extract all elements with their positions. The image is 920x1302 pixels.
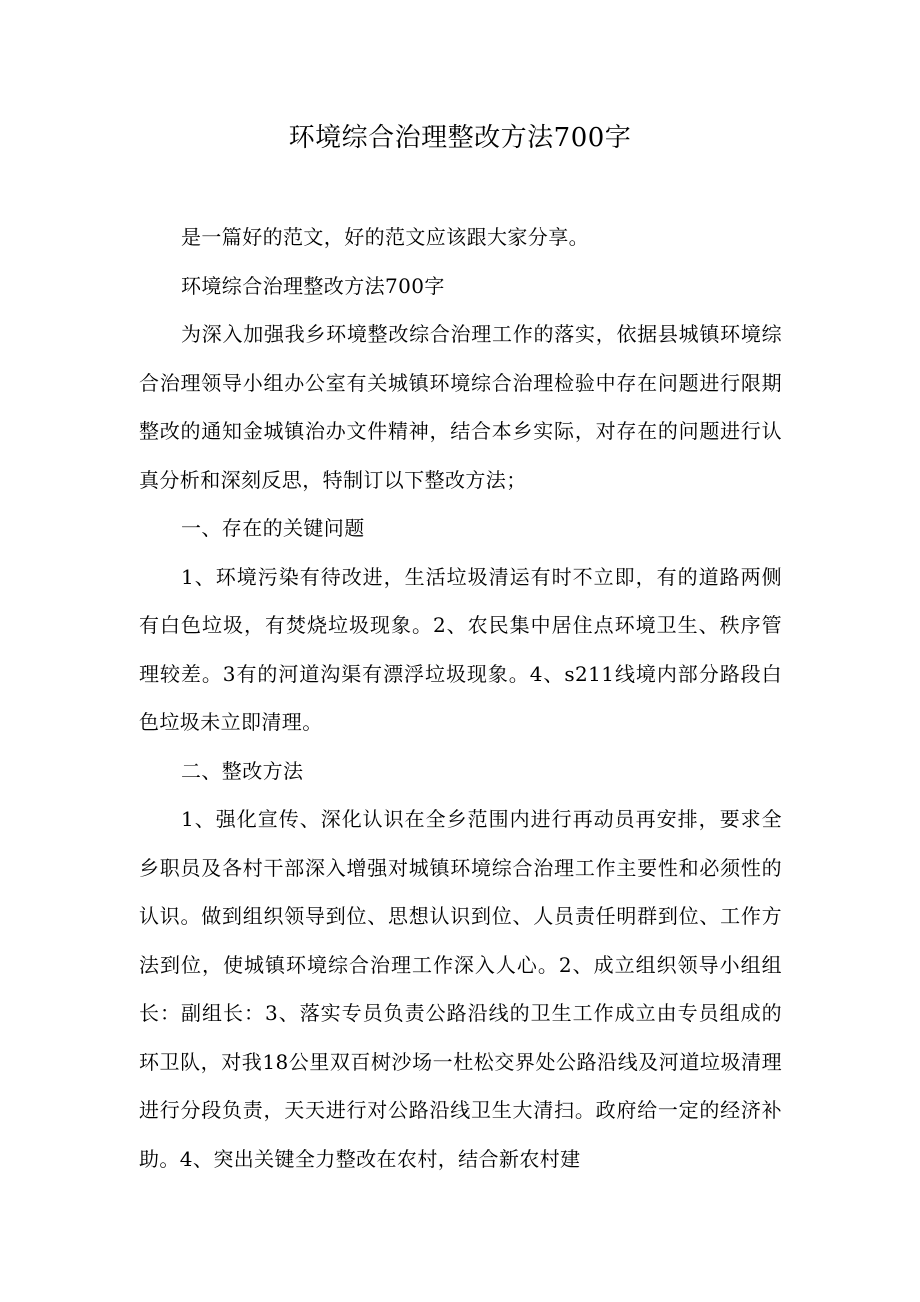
section-heading-problems: 一、存在的关键问题 — [181, 516, 365, 540]
problems-paragraph: 1、环境污染有待改进，生活垃圾清运有时不立即，有的道路两侧有白色垃圾，有焚烧垃圾现象。2、农民集中居住点环境卫生、秩序管理较差。3有的河道沟渠有漂浮垃圾现象。4、s211线境内部分路段白色垃圾未立即清理。 — [139, 564, 782, 734]
document-title: 环境综合治理整改方法700字 — [288, 123, 632, 153]
purpose-paragraph: 为深入加强我乡环境整改综合治理工作的落实，依据县城镇环境综合治理领导小组办公室有关城镇环境综合治理检验中存在问题进行限期整改的通知金城镇治办文件精神，结合本乡实际，对存在的问题进行认真分析和深刻反思，特制订以下整改方法； — [139, 322, 782, 492]
document-body — [139, 213, 782, 1183]
intro-paragraph: 是一篇好的范文，好的范文应该跟大家分享。 — [181, 225, 589, 249]
section-heading-methods: 二、整改方法 — [181, 758, 304, 783]
subtitle-paragraph: 环境综合治理整改方法700字 — [181, 273, 445, 298]
methods-paragraph: 1、强化宣传、深化认识在全乡范围内进行再动员再安排，要求全乡职员及各村干部深入增强对城镇环境综合治理工作主要性和必须性的认识。做到组织领导到位、思想认识到位、人员责任明群到位、工作方法到位，使城镇环境综合治理工作深入人心。2、成立组织领导小组组长：副组长：3、落实专员负责公路沿线的卫生工作成立由专员组成的环卫队，对我18公里双百树沙场一杜松交界处公路沿线及河道垃圾清理进行分段负责，天天进行对公路沿线卫生大清扫。政府给一定的经济补助。4、突出关键全力整改在农村，结合新农村建 — [139, 807, 782, 1171]
